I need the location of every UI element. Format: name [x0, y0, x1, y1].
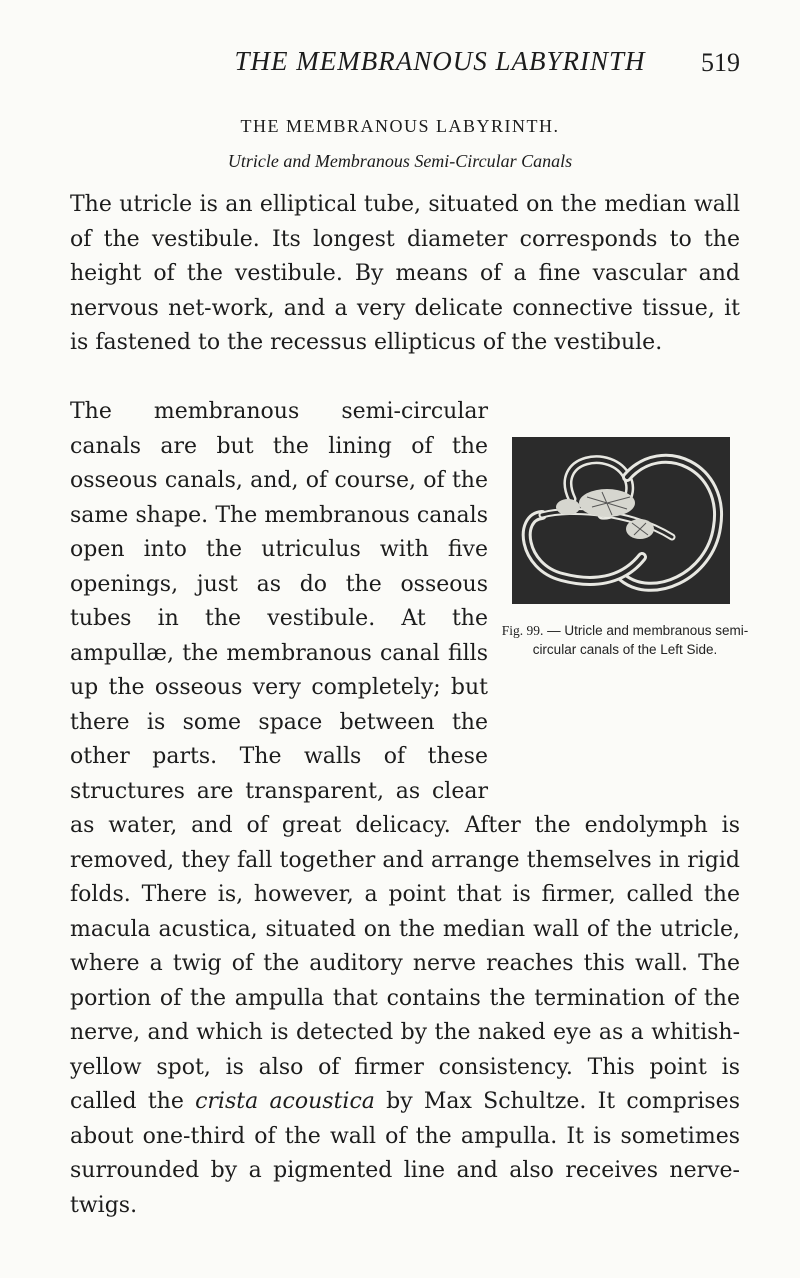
paragraph-2 — [70, 395, 749, 1223]
figure-caption — [500, 621, 750, 659]
section-subtitle: Utricle and Membranous Semi-Circular Canals — [227, 151, 573, 171]
crista-acoustica-term: crista acoustica — [195, 1089, 375, 1114]
labyrinth-illustration — [512, 437, 730, 604]
section-title: THE MEMBRANOUS LABYRINTH. — [240, 116, 560, 136]
labyrinth-drawing — [512, 437, 730, 604]
figure-caption-text: — Utricle and membranous semi-circular canals of the Left Side. — [532, 623, 749, 657]
running-title: THE MEMBRANOUS LABYRINTH — [234, 46, 646, 76]
paragraph-1: The utricle is an elliptical tube, situated on the median wall of the vestibule. Its longest diameter corresponds to the height of the vestibule. By means of a fine vascular and nervous net-work, and a very delicate connective tissue, it is fastened to the recessus ellipticus of the vestibule. — [70, 192, 740, 355]
figure-label: Fig. 99. — [501, 623, 544, 638]
figure-99 — [500, 399, 750, 779]
paragraph-2-start: The membranous semi-circular canals are but the lining of the osseous canals, and, of course, of the same shape. The membranous canals open into the utriculus with five openings, just as do the osseous tubes in the vestibule. At the ampullæ, the membranous canal fills up the osseous very completely; but there is some space between the other parts. The walls of these structures are transparent, as clear as water, and of great delicacy. After the endolymph is removed, they fall together and arrange themselves in rigid folds. There is, however, a point that is firmer, called the macula acustica, situated on the median wall of the utricle, where a twig of the auditory nerve reaches this wall. The portion of the ampulla that contains the termination of the nerve, and which is detected by the naked eye as a whitish-yellow spot, is also of firmer consistency. This point is called the — [70, 399, 740, 1114]
running-head — [140, 46, 740, 86]
paragraph-2-end: by Max Schultze. It comprises about one-third of the wall of the ampulla. It is sometimes surrounded by a pigmented line and also receives nerve-twigs. — [70, 1089, 740, 1218]
page-number: 519 — [701, 48, 740, 77]
